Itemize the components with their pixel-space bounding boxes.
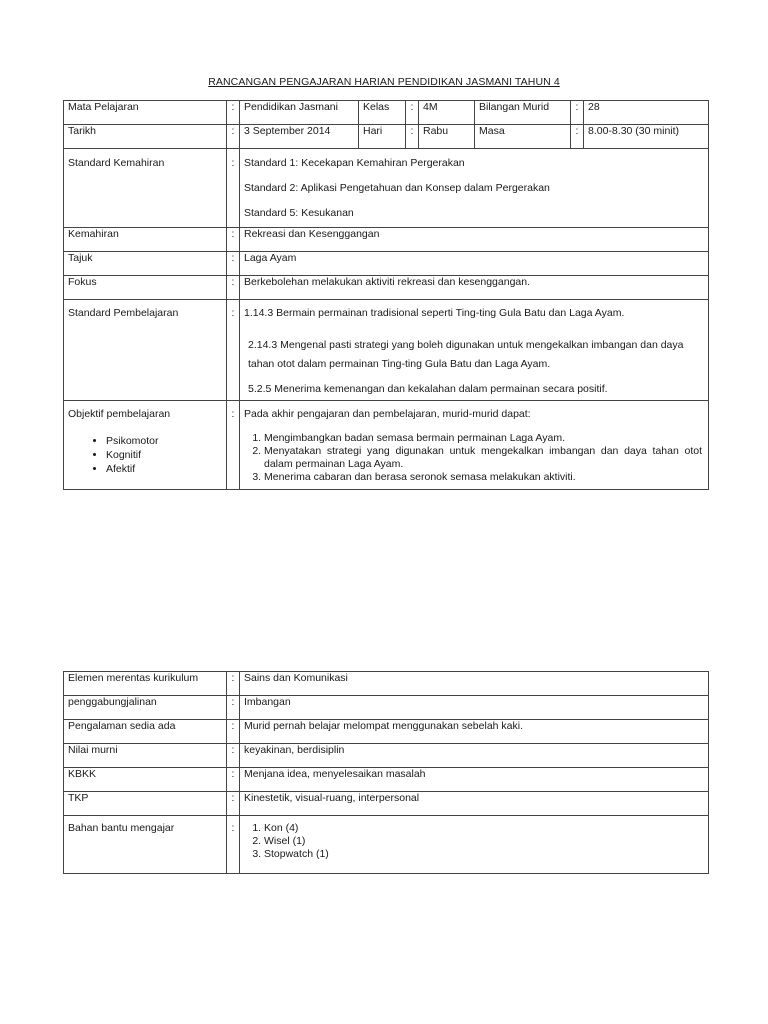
value-bahan: [240, 816, 709, 874]
bahan-item: 2. Wisel (1): [264, 835, 704, 848]
label-tarikh: Tarikh: [64, 125, 227, 149]
colon: :: [227, 696, 240, 720]
row-pengalaman: [64, 720, 709, 744]
colon: :: [227, 672, 240, 696]
domain-item: • Afektif: [106, 462, 222, 476]
standard-pembelajaran-item: 2.14.3 Mengenal pasti strategi yang boleh digunakan untuk mengekalkan imbangan dan daya tahan otot dalam permainan Ting-ting Gula Batu dan Laga Ayam.: [248, 339, 684, 370]
row-bahan: [64, 816, 709, 874]
domain-list: [68, 434, 222, 476]
label-tkp: TKP: [64, 792, 227, 816]
colon: :: [227, 228, 240, 252]
label-penggabungjalinan: penggabungjalinan: [64, 696, 227, 720]
label-bilangan-murid: Bilangan Murid: [475, 101, 571, 125]
standard-pembelajaran-item: 1.14.3 Bermain permainan tradisional seperti Ting-ting Gula Batu dan Laga Ayam.: [244, 307, 625, 319]
colon: :: [227, 101, 240, 125]
row-nilai-murni: [64, 744, 709, 768]
colon: :: [406, 101, 419, 125]
domain-item: • Psikomotor: [106, 434, 222, 448]
row-elemen: [64, 672, 709, 696]
lesson-plan-table-2: [63, 671, 709, 874]
bahan-item: 1. Kon (4): [264, 822, 704, 835]
lesson-plan-table-1: [63, 100, 709, 490]
standard-item: Standard 1: Kecekapan Kemahiran Pergerakan: [244, 157, 465, 169]
colon: :: [227, 816, 240, 874]
label-standard-pembelajaran: Standard Pembelajaran: [64, 300, 227, 401]
row-tkp: [64, 792, 709, 816]
row-objektif: [64, 401, 709, 490]
objektif-list: [244, 432, 702, 484]
colon: :: [227, 125, 240, 149]
value-nilai-murni: keyakinan, berdisiplin: [240, 744, 709, 768]
bahan-list: [244, 822, 704, 861]
value-fokus: Berkebolehan melakukan aktiviti rekreasi dan kesenggangan.: [240, 276, 709, 300]
colon: :: [571, 125, 584, 149]
domain-item: • Kognitif: [106, 448, 222, 462]
standard-item: Standard 2: Aplikasi Pengetahuan dan Konsep dalam Pergerakan: [244, 182, 550, 194]
objektif-label: Objektif pembelajaran: [68, 408, 171, 420]
colon: :: [227, 401, 240, 490]
value-standard-pembelajaran: [240, 300, 709, 401]
standard-pembelajaran-item: 5.2.5 Menerima kemenangan dan kekalahan dalam permainan secara positif.: [248, 383, 608, 395]
row-standard-pembelajaran: [64, 300, 709, 401]
value-mata-pelajaran: Pendidikan Jasmani: [240, 101, 359, 125]
value-tkp: Kinestetik, visual-ruang, interpersonal: [240, 792, 709, 816]
label-kbkk: KBKK: [64, 768, 227, 792]
label-fokus: Fokus: [64, 276, 227, 300]
label-pengalaman: Pengalaman sedia ada: [64, 720, 227, 744]
colon: :: [571, 101, 584, 125]
value-penggabungjalinan: Imbangan: [240, 696, 709, 720]
label-kemahiran: Kemahiran: [64, 228, 227, 252]
label-objektif: [64, 401, 227, 490]
colon: :: [406, 125, 419, 149]
colon: :: [227, 300, 240, 401]
row-standard-kemahiran: [64, 149, 709, 228]
label-kelas: Kelas: [359, 101, 406, 125]
row-kemahiran: [64, 228, 709, 252]
label-mata-pelajaran: Mata Pelajaran: [64, 101, 227, 125]
label-elemen: Elemen merentas kurikulum: [64, 672, 227, 696]
value-masa: 8.00-8.30 (30 minit): [584, 125, 709, 149]
value-kemahiran: Rekreasi dan Kesenggangan: [240, 228, 709, 252]
bahan-item: 3. Stopwatch (1): [264, 848, 704, 861]
value-objektif: [240, 401, 709, 490]
label-bahan: Bahan bantu mengajar: [64, 816, 227, 874]
row-tarikh: [64, 125, 709, 149]
value-hari: Rabu: [419, 125, 475, 149]
value-standard-kemahiran: [240, 149, 709, 228]
label-tajuk: Tajuk: [64, 252, 227, 276]
value-tarikh: 3 September 2014: [240, 125, 359, 149]
value-pengalaman: Murid pernah belajar melompat menggunakan sebelah kaki.: [240, 720, 709, 744]
row-penggabungjalinan: [64, 696, 709, 720]
objektif-item: 1. Mengimbangkan badan semasa bermain permainan Laga Ayam.: [264, 432, 702, 445]
value-kbkk: Menjana idea, menyelesaikan masalah: [240, 768, 709, 792]
colon: :: [227, 768, 240, 792]
value-elemen: Sains dan Komunikasi: [240, 672, 709, 696]
colon: :: [227, 744, 240, 768]
colon: :: [227, 276, 240, 300]
row-kbkk: [64, 768, 709, 792]
page-title: RANCANGAN PENGAJARAN HARIAN PENDIDIKAN JASMANI TAHUN 4: [208, 76, 560, 88]
colon: :: [227, 792, 240, 816]
row-tajuk: [64, 252, 709, 276]
standard-item: Standard 5: Kesukanan: [244, 207, 354, 219]
label-nilai-murni: Nilai murni: [64, 744, 227, 768]
objektif-intro: Pada akhir pengajaran dan pembelajaran, murid-murid dapat:: [244, 408, 531, 420]
value-tajuk: Laga Ayam: [240, 252, 709, 276]
value-kelas: 4M: [419, 101, 475, 125]
colon: :: [227, 149, 240, 228]
row-fokus: [64, 276, 709, 300]
label-standard-kemahiran: Standard Kemahiran: [64, 149, 227, 228]
label-hari: Hari: [359, 125, 406, 149]
colon: :: [227, 720, 240, 744]
value-bilangan-murid: 28: [584, 101, 709, 125]
objektif-item: 2. Menyatakan strategi yang digunakan untuk mengekalkan imbangan dan daya tahan otot dalam permainan Laga Ayam.: [264, 445, 702, 471]
label-masa: Masa: [475, 125, 571, 149]
objektif-item: 3. Menerima cabaran dan berasa seronok semasa melakukan aktiviti.: [264, 471, 702, 484]
colon: :: [227, 252, 240, 276]
row-mata-pelajaran: [64, 101, 709, 125]
